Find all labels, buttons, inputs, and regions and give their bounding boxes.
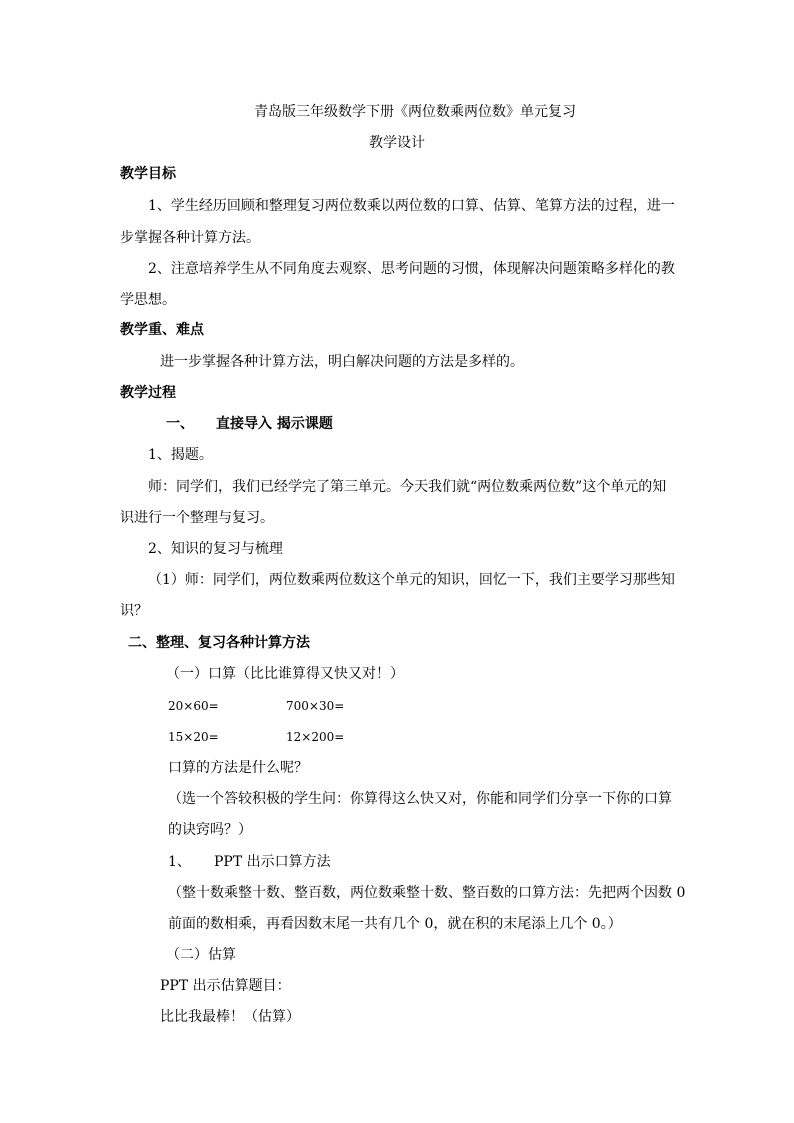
- item-2: 2、知识的复习与梳理: [148, 541, 283, 557]
- oral-exercise: 700×30=: [286, 699, 345, 713]
- oral-prompt-line-2: 的诀窍吗？）: [168, 822, 252, 838]
- process-heading: 教学过程: [120, 385, 176, 401]
- goals-paragraph-1-line-1: 1、学生经历回顾和整理复习两位数乘以两位数的口算、估算、笔算方法的过程，进一: [148, 198, 675, 214]
- keypoints-heading: 教学重、难点: [120, 322, 204, 338]
- estimate-challenge: 比比我最棒！（估算）: [160, 1009, 300, 1025]
- oral-prompt-line-1: （选一个答较积极的学生问：你算得这么快又对，你能和同学们分享一下你的口算: [168, 791, 672, 807]
- estimate-ppt: PPT 出示估算题目：: [160, 978, 291, 994]
- question-1-line-2: 识？: [120, 603, 148, 619]
- teacher-line-2: 识进行一个整理与复习。: [120, 510, 274, 526]
- estimate-title: （二）估算: [166, 947, 236, 963]
- method-line-2: 前面的数相乘，再看因数末尾一共有几个 0，就在积的末尾添上几个 0。）: [168, 916, 622, 932]
- oral-exercise: 15×20=: [168, 730, 219, 744]
- document-subtitle: 教学设计: [369, 135, 425, 151]
- oral-exercise: 12×200=: [286, 730, 345, 744]
- goals-heading: 教学目标: [120, 166, 176, 182]
- keypoints-text: 进一步掌握各种计算方法，明白解决问题的方法是多样的。: [160, 354, 524, 370]
- document-title: 青岛版三年级数学下册《两位数乘两位数》单元复习: [254, 104, 576, 120]
- method-line-1: （整十数乘整十数、整百数，两位数乘整十数、整百数的口算方法：先把两个因数 0: [168, 885, 686, 901]
- question-1-line-1: （1）师：同学们，两位数乘两位数这个单元的知识，回忆一下，我们主要学习那些知: [148, 572, 675, 588]
- ppt-number: 1、: [168, 854, 191, 870]
- part1-number: 一、: [166, 416, 194, 432]
- oral-exercise: 20×60=: [168, 699, 219, 713]
- goals-paragraph-2-line-2: 学思想。: [120, 292, 176, 308]
- oral-question: 口算的方法是什么呢？: [168, 760, 308, 776]
- oral-title: （一）口算（比比谁算得又快又对！）: [166, 666, 404, 682]
- part1-title: 直接导入 揭示课题: [216, 416, 333, 432]
- item-1: 1、揭题。: [148, 447, 213, 463]
- goals-paragraph-1-line-2: 步掌握各种计算方法。: [120, 230, 260, 246]
- ppt-text: PPT 出示口算方法: [214, 854, 331, 870]
- goals-paragraph-2-line-1: 2、注意培养学生从不同角度去观察、思考问题的习惯，体现解决问题策略多样化的教: [148, 261, 675, 277]
- part2-title: 二、整理、复习各种计算方法: [128, 635, 310, 651]
- teacher-line-1: 师：同学们，我们已经学完了第三单元。今天我们就“两位数乘两位数”这个单元的知: [148, 479, 667, 495]
